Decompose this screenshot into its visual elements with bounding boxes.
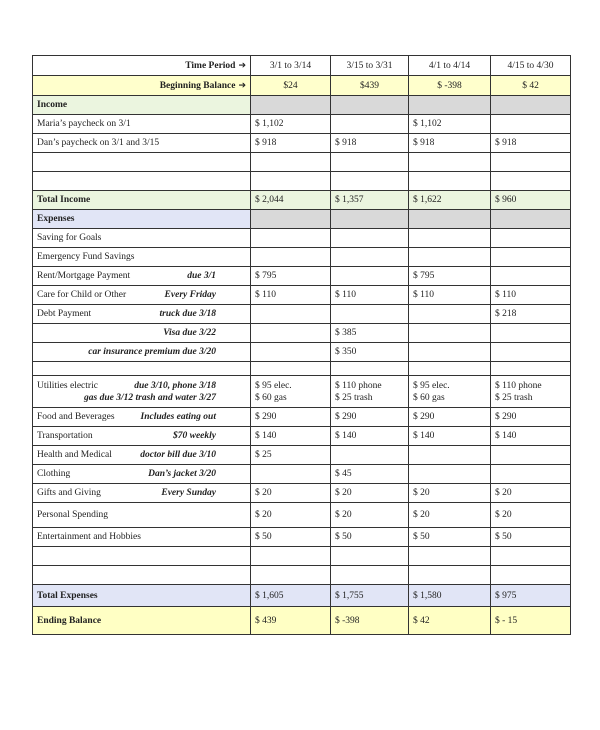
budget-table xyxy=(32,55,571,635)
expense-value: $ 20 xyxy=(331,484,409,503)
utilities-note: gas due 3/12 trash and water 3/27 xyxy=(84,392,216,403)
expense-value: $ 350 xyxy=(331,343,409,362)
expense-label: Personal Spending xyxy=(37,510,108,520)
expense-value: $ 20 xyxy=(491,484,571,503)
expense-value xyxy=(409,229,491,248)
total-expenses-row xyxy=(33,585,571,607)
expense-value xyxy=(331,248,409,267)
expense-label: Transportation xyxy=(37,431,93,441)
expense-value xyxy=(409,446,491,465)
expense-note: Every Friday xyxy=(164,290,216,300)
expense-value: $ 50 xyxy=(331,528,409,547)
expense-row-label xyxy=(33,484,251,503)
utilities-value: $ 110 phone $ 25 trash xyxy=(491,376,571,408)
empty-row xyxy=(33,566,571,585)
income-value: $ 918 xyxy=(409,134,491,153)
income-row-label: Dan’s paycheck on 3/1 and 3/15 xyxy=(33,134,251,153)
expense-value xyxy=(491,267,571,286)
expense-value xyxy=(331,229,409,248)
total-income-value: $ 1,622 xyxy=(409,191,491,210)
expense-label: Saving for Goals xyxy=(37,233,102,243)
expense-value xyxy=(251,324,331,343)
expense-value: $ 290 xyxy=(409,408,491,427)
expense-row-label xyxy=(33,503,251,528)
period-header: 4/1 to 4/14 xyxy=(409,56,491,76)
total-expenses-label: Total Expenses xyxy=(33,585,251,607)
utilities-note: due 3/10, phone 3/18 xyxy=(134,380,216,391)
expense-label: Health and Medical xyxy=(37,450,112,460)
expense-value xyxy=(491,465,571,484)
expense-value: $ 20 xyxy=(331,503,409,528)
total-expenses-value: $ 1,755 xyxy=(331,585,409,607)
expense-row xyxy=(33,446,571,465)
expense-value: $ 290 xyxy=(251,408,331,427)
expense-row-label xyxy=(33,465,251,484)
expense-row xyxy=(33,286,571,305)
ending-balance-row xyxy=(33,607,571,635)
income-row xyxy=(33,115,571,134)
expense-value: $ 290 xyxy=(491,408,571,427)
expense-row xyxy=(33,465,571,484)
arrow-right-icon: ➔ xyxy=(238,60,246,71)
income-value xyxy=(331,115,409,134)
beginning-balance-value: $ 42 xyxy=(491,76,571,96)
expense-value xyxy=(409,248,491,267)
expense-value: $ 110 xyxy=(251,286,331,305)
expense-value xyxy=(491,229,571,248)
expense-row xyxy=(33,267,571,286)
empty-row xyxy=(33,153,571,172)
expense-value: $ 20 xyxy=(251,503,331,528)
expense-note: truck due 3/18 xyxy=(159,309,216,319)
total-expenses-value: $ 1,580 xyxy=(409,585,491,607)
expense-row-label xyxy=(33,343,251,362)
total-income-value: $ 2,044 xyxy=(251,191,331,210)
period-header: 3/1 to 3/14 xyxy=(251,56,331,76)
total-income-value: $ 1,357 xyxy=(331,191,409,210)
expense-row-label xyxy=(33,267,251,286)
expense-value xyxy=(251,343,331,362)
expense-value: $ 795 xyxy=(251,267,331,286)
expense-note: doctor bill due 3/10 xyxy=(140,450,216,460)
arrow-right-icon: ➔ xyxy=(238,80,246,91)
expense-value: $ 140 xyxy=(331,427,409,446)
expense-value xyxy=(251,248,331,267)
total-expenses-value: $ 1,605 xyxy=(251,585,331,607)
expense-value: $ 20 xyxy=(491,503,571,528)
empty-row xyxy=(33,172,571,191)
expense-row xyxy=(33,324,571,343)
income-row-label: Maria’s paycheck on 3/1 xyxy=(33,115,251,134)
expense-row-label xyxy=(33,528,251,547)
expense-value xyxy=(491,324,571,343)
period-header: 3/15 to 3/31 xyxy=(331,56,409,76)
expense-row xyxy=(33,427,571,446)
expenses-section-row xyxy=(33,210,571,229)
expense-value: $ 218 xyxy=(491,305,571,324)
expense-row xyxy=(33,528,571,547)
expense-row-label xyxy=(33,286,251,305)
expense-value: $ 290 xyxy=(331,408,409,427)
utilities-value: $ 110 phone $ 25 trash xyxy=(331,376,409,408)
expense-value: $ 45 xyxy=(331,465,409,484)
income-value: $ 918 xyxy=(331,134,409,153)
utilities-value: $ 95 elec. $ 60 gas xyxy=(409,376,491,408)
expense-value xyxy=(251,465,331,484)
expense-value xyxy=(491,343,571,362)
expense-row xyxy=(33,484,571,503)
expense-note: Includes eating out xyxy=(140,412,216,422)
expense-row xyxy=(33,343,571,362)
income-value: $ 918 xyxy=(491,134,571,153)
income-section-label: Income xyxy=(33,96,251,115)
ending-balance-value: $ 42 xyxy=(409,607,491,635)
expense-value xyxy=(251,229,331,248)
expense-note: Every Sunday xyxy=(161,488,216,498)
expense-note: $70 weekly xyxy=(172,431,216,441)
expense-value: $ 50 xyxy=(251,528,331,547)
expense-label: Debt Payment xyxy=(37,309,92,319)
income-value: $ 918 xyxy=(251,134,331,153)
expense-label: Rent/Mortgage Payment xyxy=(37,271,131,281)
expenses-section-label: Expenses xyxy=(33,210,251,229)
income-value: $ 1,102 xyxy=(251,115,331,134)
utilities-label: Utilities electric xyxy=(37,380,98,391)
expense-value xyxy=(409,465,491,484)
expense-row xyxy=(33,305,571,324)
time-period-label: Time Period xyxy=(185,60,236,71)
expense-row xyxy=(33,408,571,427)
expense-note: Visa due 3/22 xyxy=(163,328,216,338)
expense-value: $ 110 xyxy=(409,286,491,305)
expense-value xyxy=(409,343,491,362)
expense-row-label xyxy=(33,427,251,446)
expense-value: $ 140 xyxy=(251,427,331,446)
beginning-balance-label: Beginning Balance xyxy=(159,80,236,91)
expense-label: Clothing xyxy=(37,469,71,479)
expense-row-label xyxy=(33,324,251,343)
total-income-label: Total Income xyxy=(33,191,251,210)
total-expenses-value: $ 975 xyxy=(491,585,571,607)
expense-note: Dan’s jacket 3/20 xyxy=(148,469,216,479)
ending-balance-value: $ 439 xyxy=(251,607,331,635)
expense-label: Gifts and Giving xyxy=(37,488,101,498)
expense-note: due 3/1 xyxy=(187,271,216,281)
expense-value xyxy=(331,446,409,465)
ending-balance-value: $ - 15 xyxy=(491,607,571,635)
expense-note: car insurance premium due 3/20 xyxy=(88,347,216,357)
income-row xyxy=(33,134,571,153)
time-period-label-cell xyxy=(33,56,251,76)
expense-label: Food and Beverages xyxy=(37,412,115,422)
expense-row-label xyxy=(33,248,251,267)
utilities-label-cell xyxy=(33,376,251,408)
expense-value: $ 20 xyxy=(409,484,491,503)
expense-label: Emergency Fund Savings xyxy=(37,252,135,262)
beginning-balance-label-cell xyxy=(33,76,251,96)
expense-value: $ 50 xyxy=(409,528,491,547)
expense-row-label xyxy=(33,305,251,324)
expense-value: $ 795 xyxy=(409,267,491,286)
expense-row-label xyxy=(33,408,251,427)
income-value xyxy=(491,115,571,134)
expense-row-label xyxy=(33,229,251,248)
expense-row xyxy=(33,229,571,248)
beginning-balance-row xyxy=(33,76,571,96)
ending-balance-label: Ending Balance xyxy=(33,607,251,635)
expense-value xyxy=(251,305,331,324)
expense-value: $ 25 xyxy=(251,446,331,465)
expense-value xyxy=(331,305,409,324)
expense-value: $ 140 xyxy=(409,427,491,446)
expense-value xyxy=(491,248,571,267)
income-value: $ 1,102 xyxy=(409,115,491,134)
income-section-row xyxy=(33,96,571,115)
empty-row xyxy=(33,362,571,376)
expense-value: $ 140 xyxy=(491,427,571,446)
expense-row xyxy=(33,248,571,267)
expense-value: $ 110 xyxy=(331,286,409,305)
expense-value: $ 385 xyxy=(331,324,409,343)
beginning-balance-value: $439 xyxy=(331,76,409,96)
expense-value: $ 20 xyxy=(409,503,491,528)
expense-value xyxy=(331,267,409,286)
expense-value: $ 50 xyxy=(491,528,571,547)
expense-row xyxy=(33,503,571,528)
total-income-value: $ 960 xyxy=(491,191,571,210)
total-income-row xyxy=(33,191,571,210)
expense-label: Care for Child or Other xyxy=(37,290,127,300)
expense-value xyxy=(409,324,491,343)
empty-row xyxy=(33,547,571,566)
expense-value xyxy=(491,446,571,465)
expense-value xyxy=(409,305,491,324)
period-header: 4/15 to 4/30 xyxy=(491,56,571,76)
ending-balance-value: $ -398 xyxy=(331,607,409,635)
utilities-row xyxy=(33,376,571,408)
expense-value: $ 20 xyxy=(251,484,331,503)
expense-label: Entertainment and Hobbies xyxy=(37,532,141,542)
beginning-balance-value: $24 xyxy=(251,76,331,96)
expense-value: $ 110 xyxy=(491,286,571,305)
expense-row-label xyxy=(33,446,251,465)
header-row xyxy=(33,56,571,76)
utilities-value: $ 95 elec. $ 60 gas xyxy=(251,376,331,408)
beginning-balance-value: $ -398 xyxy=(409,76,491,96)
